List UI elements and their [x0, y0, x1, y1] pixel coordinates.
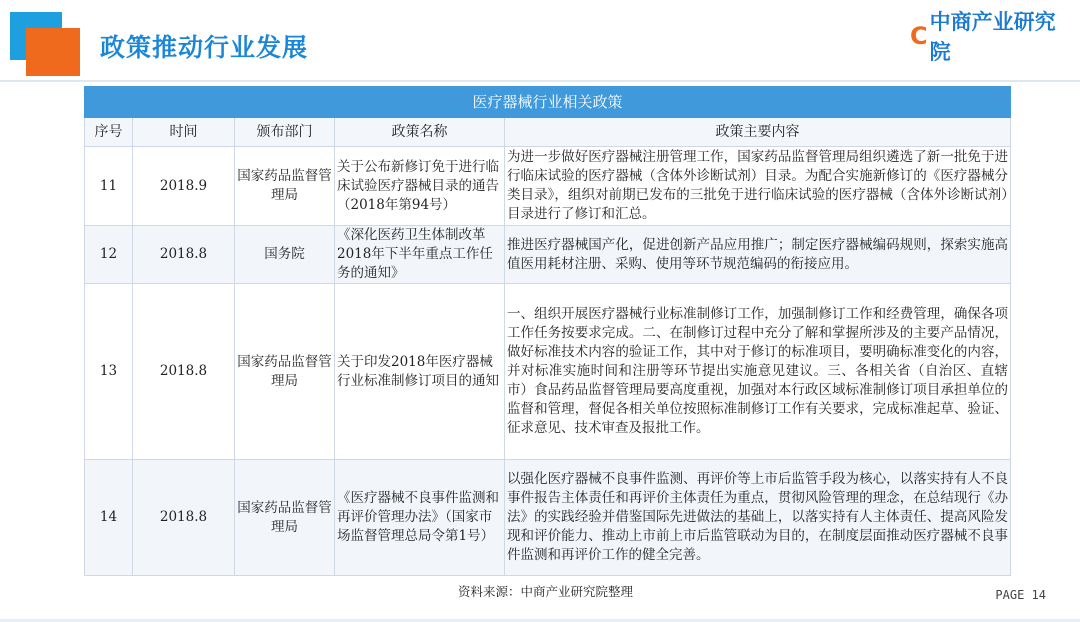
cell-policy-content: 为进一步做好医疗器械注册管理工作，国家药品监督管理局组织遴选了新一批免于进行临床试验的医疗器械（含体外诊断试剂）目录。为配合实施新修订的《医疗器械分类目录》，组织对前期已发布的三批免于进行临床试验的医疗器械（含体外诊断试剂）目录进行了修订和汇总。	[505, 147, 1011, 226]
policy-table	[84, 86, 1011, 576]
cell-policy-name: 关于公布新修订免于进行临床试验医疗器械目录的通告（2018年第94号）	[335, 147, 505, 226]
column-header-dept: 颁布部门	[235, 118, 335, 147]
page-title: 政策推动行业发展	[100, 33, 309, 62]
table-row	[85, 460, 1011, 576]
cell-policy-content: 一、组织开展医疗器械行业标准制修订工作，加强制修订工作和经费管理，确保各项工作任务按要求完成。二、在制修订过程中充分了解和掌握所涉及的主要产品情况，做好标准技术内容的验证工作，其中对于修订的标准项目，要明确标准变化的内容，并对标准实施时间和注册等环节提出实施意见建议。三、各相关省（自治区、直辖市）食品药品监督管理局要高度重视，加强对本行政区域标准制修订项目承担单位的监督和管理，督促各相关单位按照标准制修订工作有关要求，完成标准起草、验证、征求意见、技术审查及报批工作。	[505, 284, 1011, 460]
cell-policy-name: 《深化医药卫生体制改革2018年下半年重点工作任务的通知》	[335, 226, 505, 284]
cell-policy-content: 以强化医疗器械不良事件监测、再评价等上市后监管手段为核心，以落实持有人不良事件报告主体责任和再评价主体责任为重点，贯彻风险管理的理念，在总结现行《办法》的实践经验并借鉴国际先进做法的基础上，以落实持有人主体责任、提高风险发现和评价能力、推动上市前上市后监管联动为目的，在制度层面推动医疗器械不良事件监测和再评价工作的健全完善。	[505, 460, 1011, 576]
logo-mark-icon: C	[910, 22, 928, 50]
column-header-no: 序号	[85, 118, 133, 147]
cell-date: 2018.8	[133, 226, 235, 284]
cell-policy-name: 关于印发2018年医疗器械行业标准制修订项目的通知	[335, 284, 505, 460]
cell-policy-name: 《医疗器械不良事件监测和再评价管理办法》（国家市场监督管理总局令第1号）	[335, 460, 505, 576]
table-row	[85, 284, 1011, 460]
logo-text: 中商产业研究院	[929, 10, 1056, 64]
cell-date: 2018.8	[133, 284, 235, 460]
decor-square-orange	[26, 28, 80, 76]
cell-no: 13	[85, 284, 133, 460]
cell-no: 14	[85, 460, 133, 576]
column-header-date: 时间	[133, 118, 235, 147]
cell-date: 2018.9	[133, 147, 235, 226]
source-note: 资料来源：中商产业研究院整理	[458, 584, 634, 599]
table-header-row	[85, 118, 1011, 147]
cell-dept: 国家药品监督管理局	[235, 460, 335, 576]
table-row	[85, 226, 1011, 284]
cell-dept: 国家药品监督管理局	[235, 147, 335, 226]
cell-dept: 国家药品监督管理局	[235, 284, 335, 460]
column-header-content: 政策主要内容	[505, 118, 1011, 147]
cell-date: 2018.8	[133, 460, 235, 576]
cell-no: 11	[85, 147, 133, 226]
column-header-name: 政策名称	[335, 118, 505, 147]
table-caption: 医疗器械行业相关政策	[85, 87, 1011, 118]
table-row	[85, 147, 1011, 226]
header-divider	[0, 80, 1080, 82]
company-logo	[910, 10, 1070, 64]
cell-dept: 国务院	[235, 226, 335, 284]
cell-no: 12	[85, 226, 133, 284]
cell-policy-content: 推进医疗器械国产化，促进创新产品应用推广；制定医疗器械编码规则，探索实施高值医用耗材注册、采购、使用等环节规范编码的衔接应用。	[505, 226, 1011, 284]
page-number: PAGE 14	[995, 588, 1046, 602]
